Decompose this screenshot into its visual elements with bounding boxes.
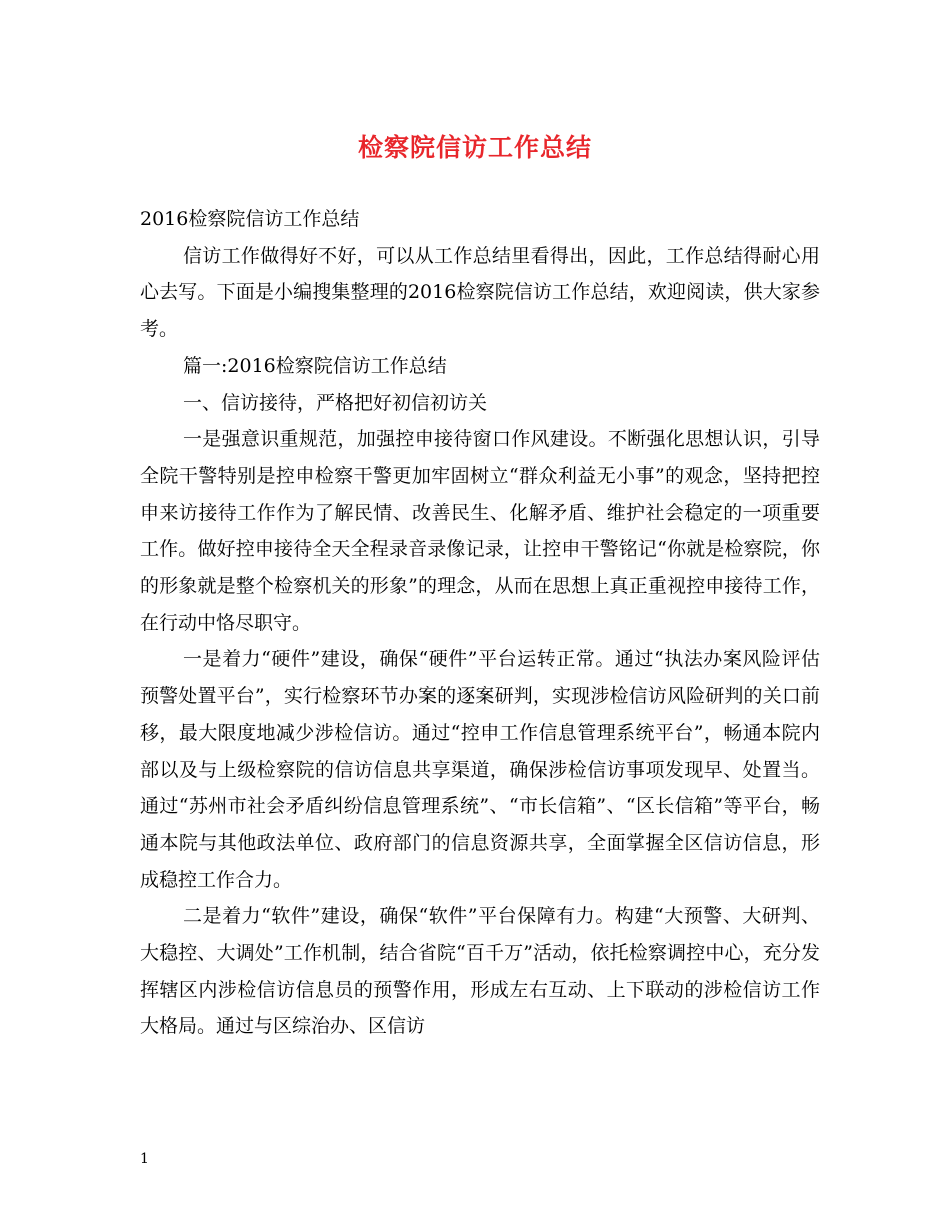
- page-number: 1: [140, 1151, 149, 1167]
- section-heading: 篇一:2016检察院信访工作总结: [183, 354, 447, 377]
- body-paragraph: 一是强意识重规范，加强控申接待窗口作风建设。不断强化思想认识，引导全院干警特别是控申检察干警更加牢固树立“群众利益无小事”的观念，坚持把控申来访接待工作作为了解民情、改善民生、化解矛盾、维护社会稳定的一项重要工作。做好控申接待全天全程录音录像记录，让控申干警铭记“你就是检察院，你的形象就是整个检察机关的形象”的理念，从而在思想上真正重视控申接待工作，在行动中恪尽职守。: [140, 428, 820, 634]
- intro-paragraph: 信访工作做得好不好，可以从工作总结里看得出，因此，工作总结得耐心用心去写。下面是小编搜集整理的2016检察院信访工作总结，欢迎阅读，供大家参考。: [140, 244, 820, 341]
- subsection-heading: 一、信访接待，严格把好初信初访关: [183, 391, 488, 414]
- document-title: 检察院信访工作总结: [357, 133, 592, 162]
- body-paragraph: 一是着力“硬件”建设，确保“硬件”平台运转正常。通过“执法办案风险评估预警处置平台”，实行检察环节办案的逐案研判，实现涉检信访风险研判的关口前移，最大限度地减少涉检信访。通过“控申工作信息管理系统平台”，畅通本院内部以及与上级检察院的信访信息共享渠道，确保涉检信访事项发现早、处置当。通过“苏州市社会矛盾纠纷信息管理系统”、“市长信箱”、“区长信箱”等平台，畅通本院与其他政法单位、政府部门的信息资源共享，全面掌握全区信访信息，形成稳控工作合力。: [140, 648, 820, 891]
- document-body: [140, 201, 820, 1045]
- subtitle-paragraph: 2016检察院信访工作总结: [140, 208, 360, 230]
- body-paragraph: 二是着力“软件”建设，确保“软件”平台保障有力。构建“大预警、大研判、大稳控、大调处”工作机制，结合省院“百千万”活动，依托检察调控中心，充分发挥辖区内涉检信访信息员的预警作用，形成左右互动、上下联动的涉检信访工作大格局。通过与区综治办、区信访: [140, 905, 820, 1038]
